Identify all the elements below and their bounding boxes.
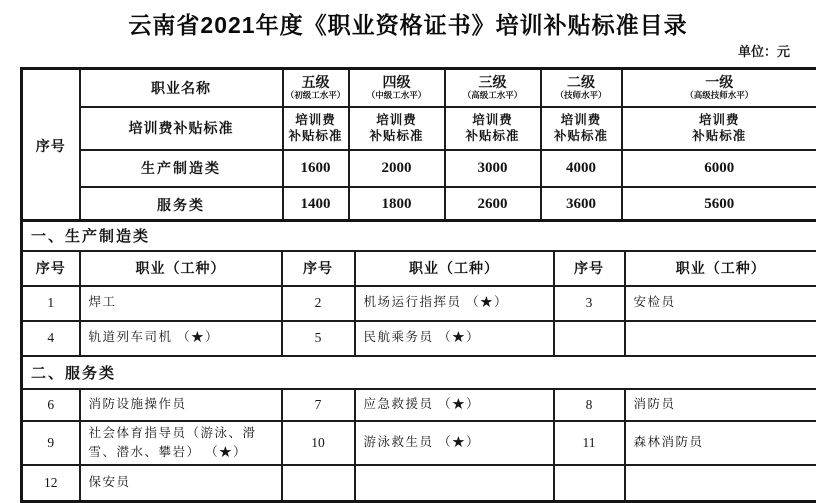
occupation-number: 12 [22,465,80,501]
summary-table [20,67,816,225]
fee-line2: 补贴标准 [285,128,347,144]
occupation-row [22,389,816,421]
occupation-number: 5 [282,321,355,356]
occupation-name: 民航乘务员 （★） [355,321,554,356]
level-4-header [349,69,445,107]
level-1-header [622,69,816,107]
section-title: 一、生产制造类 [22,221,816,251]
rate-value: 1600 [283,150,349,187]
occupation-name: 安检员 [625,286,816,321]
occupation-list-table [20,219,816,503]
serial-header: 序号 [22,251,80,286]
manufacturing-rate-row [22,150,816,187]
occupation-number: 9 [22,421,80,466]
occupation-row [22,465,816,501]
occupation-name: 消防设施操作员 [80,389,282,421]
fee-line2: 补贴标准 [624,128,816,144]
occupation-number: 8 [554,389,625,421]
fee-line1: 培训费 [543,112,620,128]
subsidy-standard-label: 培训费补贴标准 [80,107,283,150]
fee-line1: 培训费 [624,112,816,128]
section-manufacturing-row [22,221,816,251]
occupation-row [22,321,816,356]
level-4-name: 四级 [351,75,443,90]
level-3-header [445,69,541,107]
occupation-number: 11 [554,421,625,466]
occupation-name: 森林消防员 [625,421,816,466]
rate-value: 6000 [622,150,816,187]
occupation-header: 职业（工种） [355,251,554,286]
occupation-name: 游泳救生员 （★） [355,421,554,466]
serial-column-header: 序号 [22,69,80,224]
level-2-name: 二级 [543,75,620,90]
occupation-name-empty [355,465,554,501]
occupation-number: 4 [22,321,80,356]
occupation-name: 轨道列车司机 （★） [80,321,282,356]
section-service-row [22,356,816,389]
category-label: 生产制造类 [80,150,283,187]
occupation-name-empty [625,321,816,356]
fee-standard-cell [283,107,349,150]
level-5-subtitle: （初级工水平） [285,90,347,100]
occupation-name: 消防员 [625,389,816,421]
summary-header-row [22,69,816,107]
occupation-name: 应急救援员 （★） [355,389,554,421]
occupation-name-empty [625,465,816,501]
fee-line1: 培训费 [351,112,443,128]
section-title: 二、服务类 [22,356,816,389]
level-2-subtitle: （技师水平） [543,90,620,100]
detail-header-row [22,251,816,286]
occupation-name: 焊工 [80,286,282,321]
level-4-subtitle: （中级工水平） [351,90,443,100]
occupation-number-empty [554,465,625,501]
occupation-name-header: 职业名称 [80,69,283,107]
occupation-number: 2 [282,286,355,321]
occupation-name: 社会体育指导员（游泳、滑雪、潜水、攀岩） （★） [80,421,282,466]
occupation-number: 6 [22,389,80,421]
occupation-number: 7 [282,389,355,421]
level-3-name: 三级 [447,75,539,90]
occupation-row [22,421,816,466]
level-2-header [541,69,622,107]
page-title: 云南省2021年度《职业资格证书》培训补贴标准目录 [0,0,816,40]
service-rate-row [22,187,816,224]
occupation-header: 职业（工种） [80,251,282,286]
serial-header: 序号 [282,251,355,286]
occupation-header: 职业（工种） [625,251,816,286]
occupation-row [22,286,816,321]
occupation-number: 3 [554,286,625,321]
occupation-number-empty [554,321,625,356]
fee-standard-cell [541,107,622,150]
level-3-subtitle: （高级工水平） [447,90,539,100]
rate-value: 4000 [541,150,622,187]
fee-line1: 培训费 [285,112,347,128]
occupation-number-empty [282,465,355,501]
subsidy-standard-row [22,107,816,150]
occupation-name: 机场运行指挥员 （★） [355,286,554,321]
fee-line2: 补贴标准 [543,128,620,144]
rate-value: 2000 [349,150,445,187]
rate-value: 2600 [445,187,541,224]
fee-line2: 补贴标准 [351,128,443,144]
level-5-name: 五级 [285,75,347,90]
fee-standard-cell [622,107,816,150]
rate-value: 3000 [445,150,541,187]
category-label: 服务类 [80,187,283,224]
level-5-header [283,69,349,107]
occupation-number: 10 [282,421,355,466]
fee-standard-cell [349,107,445,150]
level-1-name: 一级 [624,75,816,90]
fee-line1: 培训费 [447,112,539,128]
unit-label: 单位：元 [738,41,790,60]
occupation-name: 保安员 [80,465,282,501]
rate-value: 5600 [622,187,816,224]
rate-value: 3600 [541,187,622,224]
level-1-subtitle: （高级技师水平） [624,90,816,100]
fee-standard-cell [445,107,541,150]
rate-value: 1400 [283,187,349,224]
fee-line2: 补贴标准 [447,128,539,144]
rate-value: 1800 [349,187,445,224]
serial-header: 序号 [554,251,625,286]
occupation-number: 1 [22,286,80,321]
